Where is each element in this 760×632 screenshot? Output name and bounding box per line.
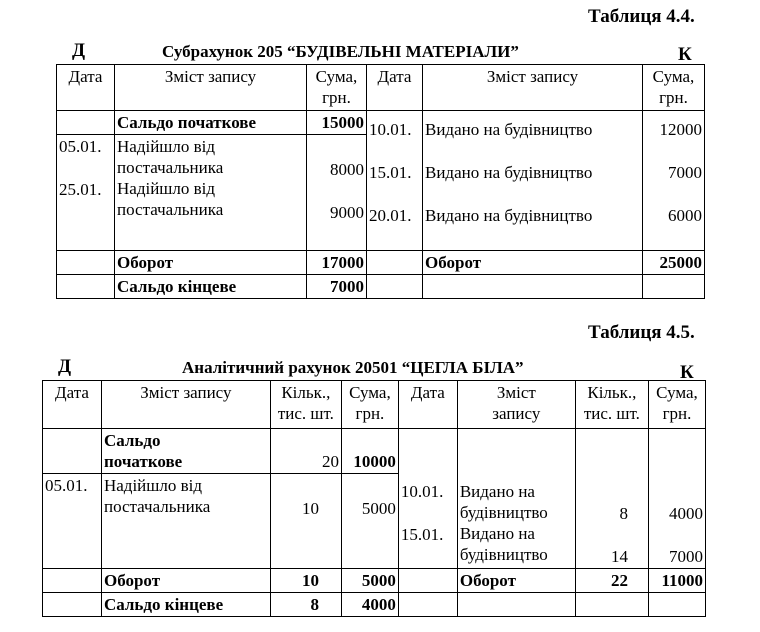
- credit-marker: К: [678, 44, 692, 65]
- header-row: [43, 381, 706, 429]
- credit-marker: К: [680, 362, 694, 383]
- turnover-credit-sum: 25000: [643, 251, 705, 275]
- header-content: Зміст запису: [115, 65, 307, 111]
- opening-balance-label: Сальдо початкове: [115, 111, 307, 135]
- opening-balance-sum: 15000: [307, 111, 367, 135]
- turnover-qty: 10: [270, 569, 341, 593]
- header-date-credit: Дата: [367, 65, 423, 111]
- closing-balance-row: [43, 593, 706, 617]
- credit-contents: Видано на будівництво Видано на будівництво: [457, 429, 575, 569]
- turnover-label: Оборот: [115, 251, 307, 275]
- ledger-table-205: [56, 64, 705, 299]
- credit-sums: 12000 7000 6000: [643, 111, 705, 251]
- closing-balance-label: Сальдо кінцеве: [101, 593, 270, 617]
- opening-balance-row: [43, 429, 706, 474]
- credit-contents: Видано на будівництво Видано на будівництво Видано на будівництво: [423, 111, 643, 251]
- table-caption: Таблиця 4.4.: [588, 6, 695, 27]
- turnover-row: [43, 569, 706, 593]
- closing-balance-row: [57, 275, 705, 299]
- debit-marker: Д: [72, 40, 86, 61]
- credit-sums: 4000 7000: [649, 429, 706, 569]
- header-qty-credit: Кільк., тис. шт.: [575, 381, 648, 429]
- debit-sums: 8000 9000: [307, 135, 367, 251]
- debit-sum: 5000: [341, 474, 398, 569]
- header-date: Дата: [43, 381, 102, 429]
- credit-dates: 10.01. 15.01.: [398, 429, 457, 569]
- header-content-credit: Зміст запису: [423, 65, 643, 111]
- credit-dates: 10.01. 15.01. 20.01.: [367, 111, 423, 251]
- header-row: [57, 65, 705, 111]
- closing-balance-sum: 7000: [307, 275, 367, 299]
- opening-balance-sum: 10000: [341, 429, 398, 474]
- table-title: Субрахунок 205 “БУДІВЕЛЬНІ МАТЕРІАЛИ”: [162, 42, 519, 61]
- header-sum-credit: Сума, грн.: [643, 65, 705, 111]
- opening-balance-label: Сальдо початкове: [101, 429, 270, 474]
- credit-qtys: 8 14: [575, 429, 648, 569]
- closing-balance-qty: 8: [270, 593, 341, 617]
- debit-dates: 05.01. 25.01.: [57, 135, 115, 251]
- table-caption: Таблиця 4.5.: [588, 322, 695, 343]
- closing-balance-sum: 4000: [341, 593, 398, 617]
- opening-balance-qty: 20: [270, 429, 341, 474]
- header-sum-credit: Сума, грн.: [649, 381, 706, 429]
- opening-balance-row: [57, 111, 705, 135]
- debit-date: 05.01.: [43, 474, 102, 569]
- turnover-sum-credit: 11000: [649, 569, 706, 593]
- closing-balance-label: Сальдо кінцеве: [115, 275, 307, 299]
- debit-marker: Д: [58, 356, 72, 377]
- debit-content: Надійшло від постачальника: [101, 474, 270, 569]
- table-title: Аналітичний рахунок 20501 “ЦЕГЛА БІЛА”: [182, 358, 524, 377]
- header-qty: Кільк., тис. шт.: [270, 381, 341, 429]
- header-sum: Сума, грн.: [307, 65, 367, 111]
- header-content: Зміст запису: [101, 381, 270, 429]
- turnover-label-credit: Оборот: [423, 251, 643, 275]
- debit-contents: Надійшло від постачальника Надійшло від постачальника: [115, 135, 307, 251]
- header-sum: Сума, грн.: [341, 381, 398, 429]
- header-date-credit: Дата: [398, 381, 457, 429]
- debit-qty: 10: [270, 474, 341, 569]
- turnover-row: [57, 251, 705, 275]
- turnover-sum: 5000: [341, 569, 398, 593]
- turnover-debit-sum: 17000: [307, 251, 367, 275]
- header-date: Дата: [57, 65, 115, 111]
- turnover-label: Оборот: [101, 569, 270, 593]
- turnover-label-credit: Оборот: [457, 569, 575, 593]
- turnover-qty-credit: 22: [575, 569, 648, 593]
- header-content-credit: Зміст запису: [457, 381, 575, 429]
- ledger-table-20501: [42, 380, 706, 617]
